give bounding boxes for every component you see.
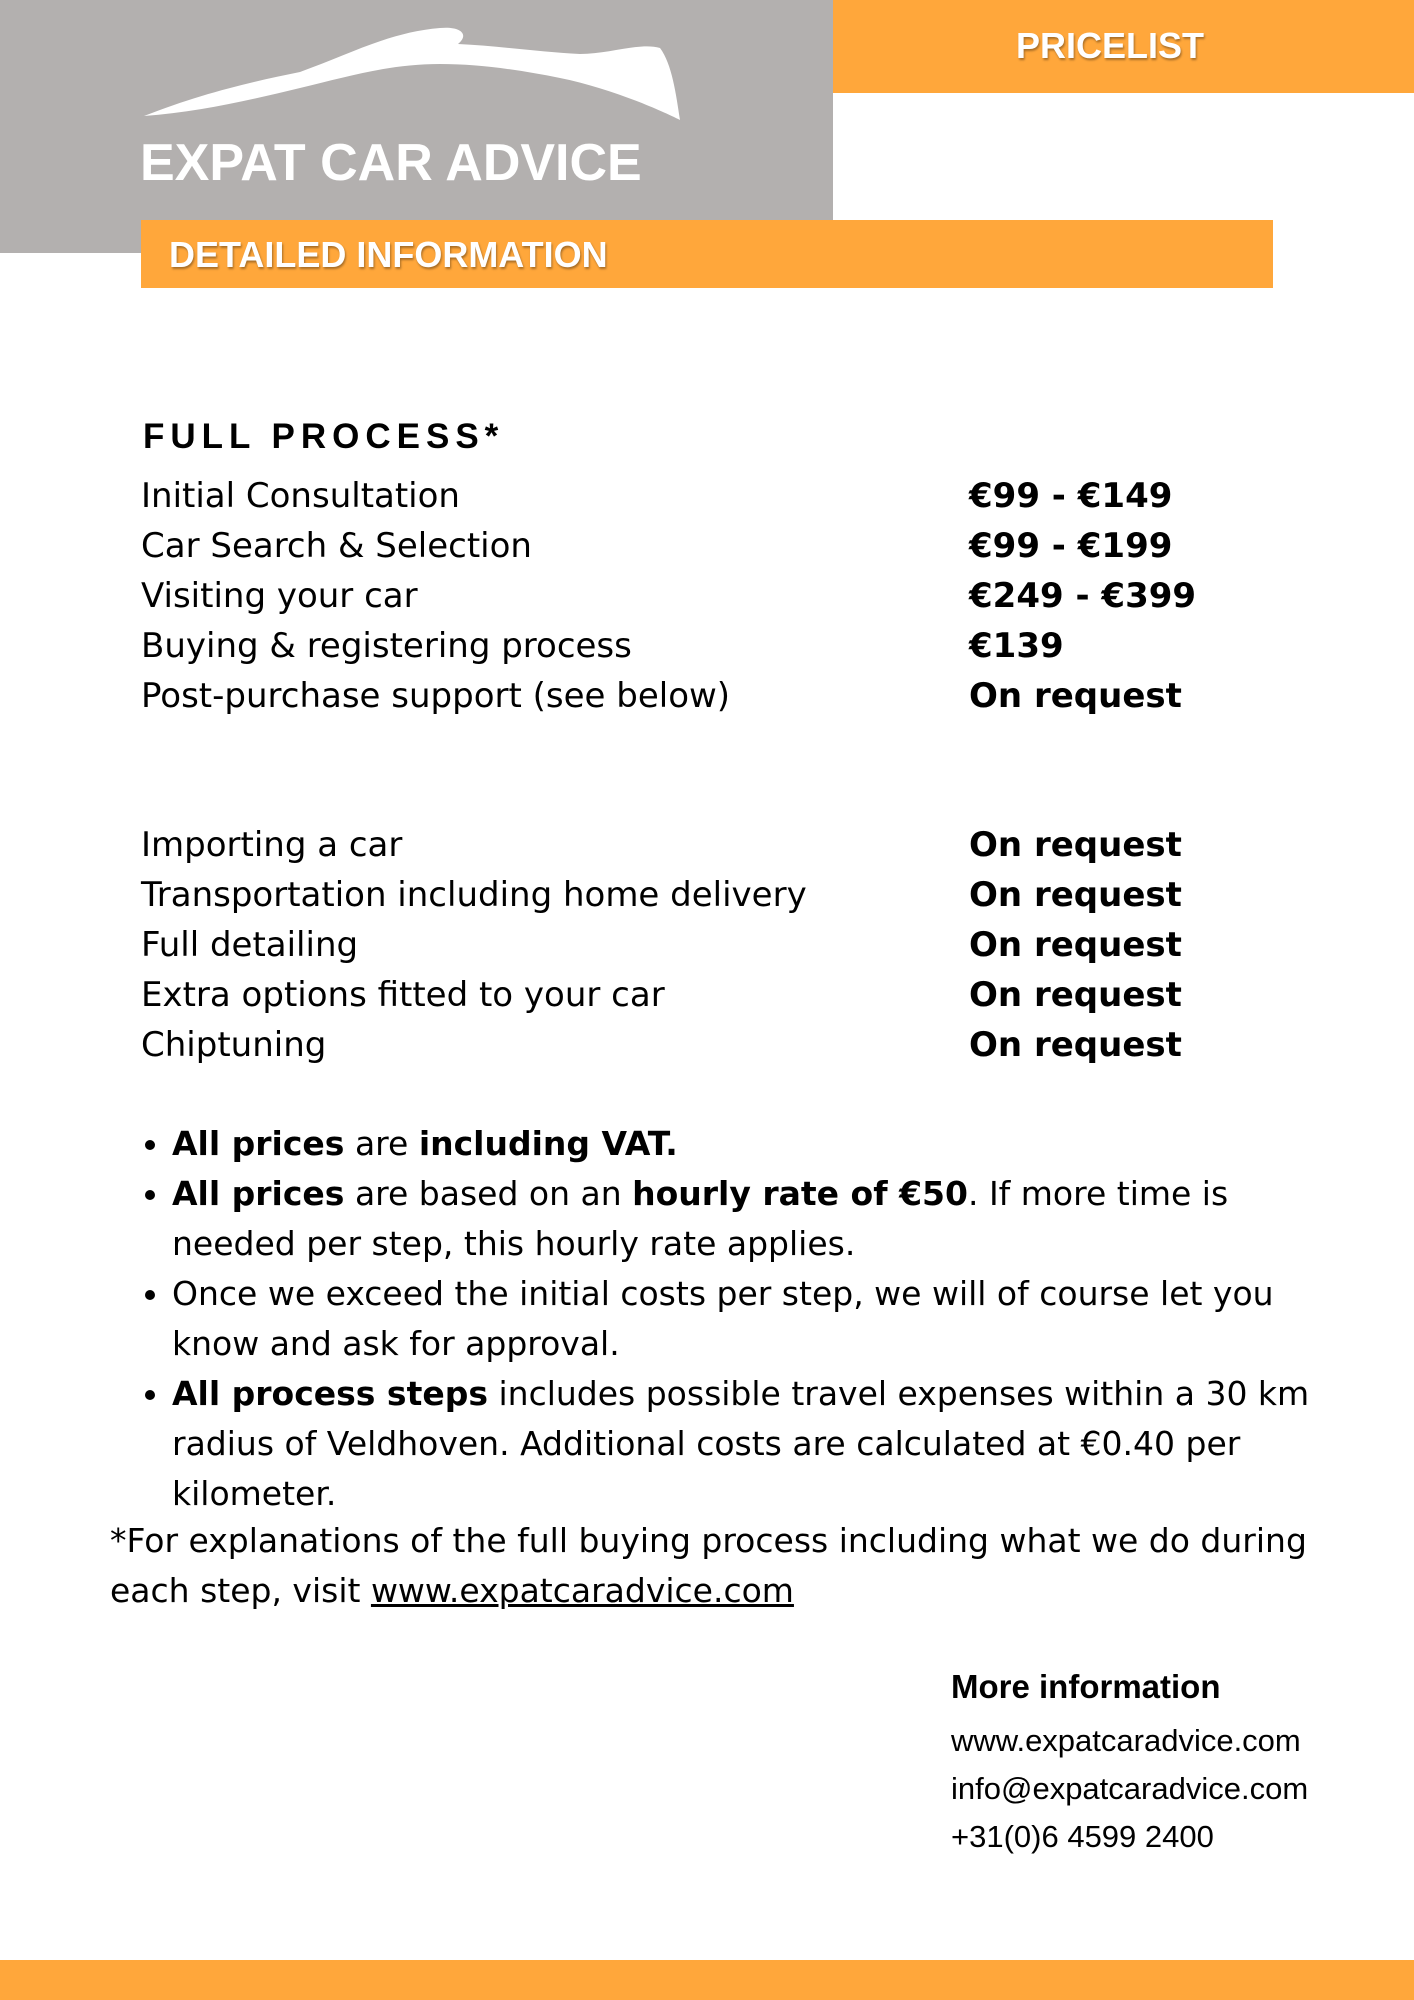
price-row: [141, 671, 1271, 721]
price-row: [141, 820, 1271, 870]
note-item: [172, 1369, 1310, 1519]
pricing-notes-list: [130, 1119, 1310, 1519]
price-row: [141, 471, 1271, 521]
price-item-label: Chiptuning: [141, 1025, 327, 1065]
note-text-bold: All process steps: [172, 1374, 488, 1413]
price-row: [141, 920, 1271, 970]
price-value: €99 - €149: [969, 476, 1173, 516]
price-value: €249 - €399: [969, 576, 1197, 616]
extras-price-list: [141, 820, 1271, 1070]
note-text-bold: including VAT.: [418, 1124, 678, 1163]
price-item-label: Buying & registering process: [141, 626, 632, 666]
footnote: [110, 1516, 1320, 1616]
price-item-label: Visiting your car: [141, 576, 418, 616]
note-item: [172, 1119, 1310, 1169]
more-information-block: [951, 1661, 1391, 1861]
price-value: On request: [969, 925, 1182, 965]
note-text: are based on an: [344, 1174, 633, 1213]
price-row: [141, 870, 1271, 920]
detailed-information-label: DETAILED INFORMATION: [169, 234, 608, 275]
price-row: [141, 571, 1271, 621]
footnote-text: *For explanations of the full buying process including what we do during each step, visit: [110, 1521, 1307, 1610]
note-text: are: [344, 1124, 419, 1163]
price-value: On request: [969, 825, 1182, 865]
note-text: . If more time is needed per step, this hourly rate applies.: [172, 1174, 1229, 1263]
full-process-price-list: [141, 471, 1271, 721]
full-process-title: FULL PROCESS*: [143, 417, 505, 456]
car-silhouette-icon: [140, 24, 680, 124]
logo-text: EXPAT CAR ADVICE: [140, 134, 642, 192]
price-value: On request: [969, 1025, 1182, 1065]
price-value: €99 - €199: [969, 526, 1173, 566]
price-value: On request: [969, 676, 1182, 716]
note-item: [172, 1269, 1310, 1369]
price-row: [141, 521, 1271, 571]
website-link[interactable]: www.expatcaradvice.com: [370, 1571, 794, 1610]
price-row: [141, 970, 1271, 1020]
price-item-label: Extra options fitted to your car: [141, 975, 665, 1015]
note-item: [172, 1169, 1310, 1269]
note-text: Once we exceed the initial costs per step, we will of course let you know and ask for approval.: [172, 1274, 1274, 1363]
contact-website[interactable]: www.expatcaradvice.com: [951, 1723, 1301, 1758]
price-row: [141, 621, 1271, 671]
bottom-accent-bar: [0, 1960, 1414, 2000]
price-item-label: Importing a car: [141, 825, 403, 865]
price-item-label: Post-purchase support (see below): [141, 676, 731, 716]
price-value: On request: [969, 975, 1182, 1015]
price-item-label: Full detailing: [141, 925, 359, 965]
more-information-title: More information: [951, 1668, 1221, 1705]
logo-block: [0, 0, 833, 253]
price-item-label: Transportation including home delivery: [141, 875, 807, 915]
contact-email[interactable]: info@expatcaradvice.com: [951, 1771, 1309, 1806]
price-value: On request: [969, 875, 1182, 915]
note-text-bold: All prices: [172, 1124, 345, 1163]
price-value: €139: [969, 626, 1064, 666]
note-text-bold: All prices: [172, 1174, 345, 1213]
note-text: includes possible travel expenses within a 30 km radius of Veldhoven. Additional costs are calculated at €0.40 per kilometer.: [172, 1374, 1310, 1513]
note-text-bold: hourly rate of €50: [632, 1174, 968, 1213]
detailed-information-banner: [141, 220, 1273, 288]
price-item-label: Car Search & Selection: [141, 526, 532, 566]
price-item-label: Initial Consultation: [141, 476, 460, 516]
pricelist-banner: [833, 0, 1414, 93]
pricelist-label: PRICELIST: [1015, 25, 1204, 66]
contact-phone[interactable]: +31(0)6 4599 2400: [951, 1819, 1214, 1854]
price-row: [141, 1020, 1271, 1070]
